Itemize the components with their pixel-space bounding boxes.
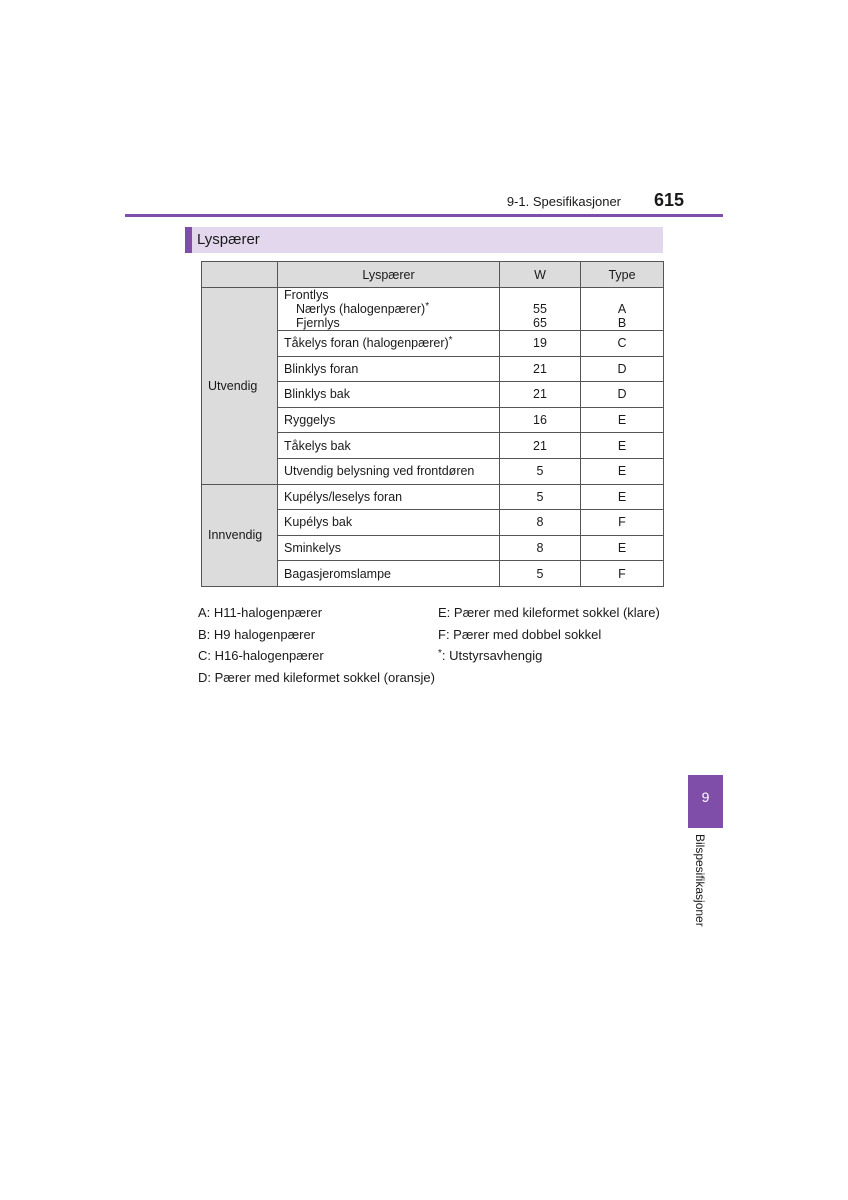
note-item: C: H16-halogenpærer xyxy=(198,648,324,663)
type-cell xyxy=(581,288,664,331)
asterisk-note-text: : Utstyrsavhengig xyxy=(441,648,543,663)
type-value: A xyxy=(617,302,627,316)
type-cell: D xyxy=(581,382,664,408)
bulb-name xyxy=(278,331,500,357)
type-cell: E xyxy=(581,433,664,459)
type-cell: E xyxy=(581,407,664,433)
note-item: E: Pærer med kileformet sokkel (klare) xyxy=(438,605,660,620)
header-empty-cell xyxy=(202,262,278,288)
note-item: F: Pærer med dobbel sokkel xyxy=(438,626,602,642)
watt-cell: 8 xyxy=(500,510,581,536)
group-exterior: Utvendig xyxy=(202,288,278,485)
bulb-name-text: Tåkelys foran (halogenpærer) xyxy=(284,336,449,351)
bulb-name: Ryggelys xyxy=(278,407,500,433)
chapter-label: Bilspesifikasjoner xyxy=(693,834,707,927)
header-bulb: Lyspærer xyxy=(278,262,500,288)
type-cell: F xyxy=(581,510,664,536)
notes-left xyxy=(198,605,435,691)
watt-cell: 16 xyxy=(500,407,581,433)
bulb-name: Blinklys foran xyxy=(278,356,500,382)
type-cell: F xyxy=(581,561,664,587)
watt-value: 65 xyxy=(533,316,547,330)
page-number: 615 xyxy=(653,190,684,210)
section-accent xyxy=(185,227,192,253)
note-asterisk xyxy=(438,648,660,670)
note-item: A: H11-halogenpærer xyxy=(198,605,323,620)
bulb-name: Kupélys bak xyxy=(278,510,500,536)
bulb-name: Blinklys bak xyxy=(278,382,500,408)
type-value: B xyxy=(617,316,627,330)
bulb-subline-text: Nærlys (halogenpærer) xyxy=(296,302,426,316)
watt-cell: 5 xyxy=(500,458,581,484)
notes-right xyxy=(438,605,660,670)
note-item: D: Pærer med kileformet sokkel (oransje) xyxy=(198,669,435,685)
bulb-name: Utvendig belysning ved frontdøren xyxy=(278,458,500,484)
bulb-line: Frontlys xyxy=(284,288,329,302)
section-heading-bar xyxy=(185,227,663,253)
watt-cell: 21 xyxy=(500,382,581,408)
group-interior: Innvendig xyxy=(202,484,278,586)
watt-cell: 5 xyxy=(500,484,581,510)
type-cell: E xyxy=(581,484,664,510)
bulb-subline: Fjernlys xyxy=(296,316,340,330)
bulb-subline xyxy=(284,302,493,316)
asterisk-mark: * xyxy=(425,301,430,312)
note-item: B: H9 halogenpærer xyxy=(198,626,316,642)
watt-cell xyxy=(500,288,581,331)
bulb-name xyxy=(278,288,500,331)
bulb-name: Tåkelys bak xyxy=(278,433,500,459)
watt-cell: 21 xyxy=(500,356,581,382)
watt-value: 55 xyxy=(533,302,547,316)
section-title: Lyspærer xyxy=(197,231,260,248)
type-cell: D xyxy=(581,356,664,382)
watt-cell: 19 xyxy=(500,331,581,357)
header-watt: W xyxy=(500,262,581,288)
bulb-table xyxy=(201,261,664,587)
chapter-number: 9 xyxy=(701,789,710,805)
watt-cell: 8 xyxy=(500,535,581,561)
table-header-row xyxy=(202,262,664,288)
watt-cell: 5 xyxy=(500,561,581,587)
bulb-name: Sminkelys xyxy=(278,535,500,561)
bulb-name: Kupélys/leselys foran xyxy=(278,484,500,510)
chapter-tab[interactable] xyxy=(688,775,723,828)
bulb-name: Bagasjeromslampe xyxy=(278,561,500,587)
header-rule xyxy=(125,214,723,217)
header-type: Type xyxy=(581,262,664,288)
table-row xyxy=(202,484,664,510)
type-cell: E xyxy=(581,458,664,484)
type-cell: E xyxy=(581,535,664,561)
asterisk-mark: * xyxy=(448,335,453,347)
type-cell: C xyxy=(581,331,664,357)
table-row xyxy=(202,288,664,331)
header-section-title: 9-1. Spesifikasjoner xyxy=(506,194,621,209)
watt-cell: 21 xyxy=(500,433,581,459)
asterisk-mark: * xyxy=(438,648,442,659)
